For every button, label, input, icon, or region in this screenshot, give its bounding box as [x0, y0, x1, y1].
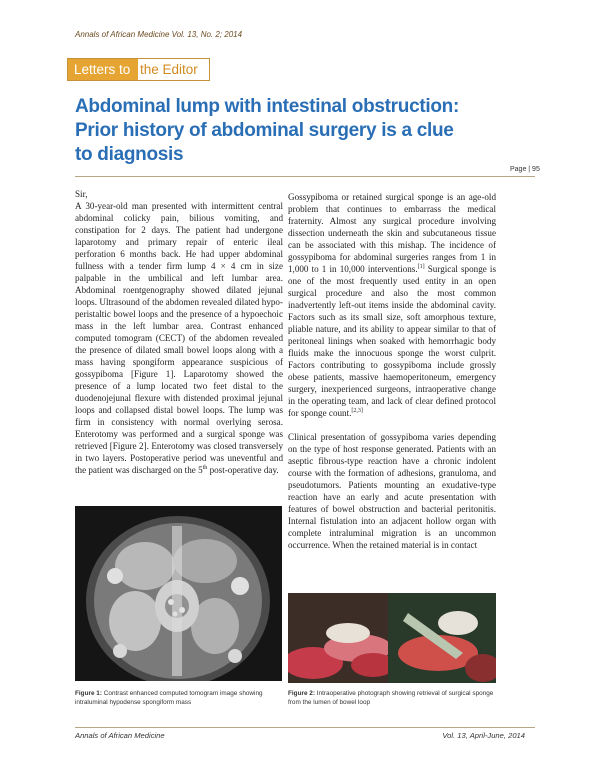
right-column [288, 191, 496, 551]
case-paragraph [75, 200, 283, 476]
figure-1-text: Contrast enhanced computed tomogram image showing intraluminal hypodense spongiform mass [75, 690, 263, 706]
reference-2-3: [2,3] [351, 407, 363, 414]
salutation: Sir, [75, 189, 88, 199]
footer-rule [75, 727, 535, 728]
article-title [75, 95, 459, 167]
section-banner [67, 58, 210, 81]
superscript-th: th [202, 464, 208, 471]
figure-2-caption [288, 690, 498, 707]
figure-2-operative-photo [288, 593, 496, 683]
case-text-tail: post-operative day. [207, 465, 279, 475]
page-number: Page | 95 [510, 166, 540, 173]
running-head: Annals of African Medicine Vol. 13, No. 2; 2014 [75, 30, 243, 39]
figure-1-ct-image [75, 506, 282, 681]
reference-1: [1] [417, 263, 425, 270]
discussion-text-1b: Surgical sponge is one of the most frequently used entity in an open surgical procedure and also the most common inadvertently left-out items inside the abdominal cavity. Factors such as its small size, soft amorphous texture, pliable nature, and its ability to appear similar to that of peritoneal linings when soaked with hemorrhagic body fluids make the innocuous sponge the worst culprit. Factors contributing to gossypiboma include grossly obese patients, massive haemoperitoneum, emergency surgery, inexperienced surgeons, intraoperative change in the operating team, and lack of clear defined protocol for sponge count. [288, 264, 496, 418]
figure-2-label: Figure 2: [288, 690, 315, 697]
title-line-2: Prior history of abdominal surgery is a clue [75, 120, 454, 141]
discussion-text-1a: Gossypiboma or retained surgical sponge is an age-old problem that continues to embarrass the medical fraternity. Almost any surgical procedure involving dissection underneath the skin and subcutaneous tissue can be associated with this mishap. The incidence of gossypiboma for abdominal surgeries ranges from 1 in 1,000 to 1 in 10,000 interventions. [288, 192, 496, 274]
figure-1-label: Figure 1: [75, 690, 102, 697]
figure-1-caption [75, 690, 280, 707]
left-column [75, 188, 283, 476]
banner-part2: the Editor [140, 62, 198, 77]
figure-2-text: Intraoperative photograph showing retrieval of surgical sponge from the lumen of bowel loop [288, 690, 494, 706]
banner-highlight [68, 59, 138, 80]
footer-journal: Annals of African Medicine [75, 731, 165, 740]
title-line-1: Abdominal lump with intestinal obstruction: [75, 96, 459, 117]
banner-part1: Letters to [74, 62, 131, 77]
header-rule [75, 176, 535, 177]
discussion-paragraph-2: Clinical presentation of gossypiboma varies depending on the type of host response generated. Patients with an aseptic fibrous-type reaction have a chronic indolent course with the formation of adhesions, granuloma, and pseudotumors. Patients mounting an exudative-type reaction have an early and acute presentation with features of bowel obstruction and bacterial peritonitis. Internal fistulation into an adjacent hollow organ with complete intraluminal migration is an uncommon occurrence. When the retained material is in contact [288, 432, 496, 550]
discussion-paragraph-1 [288, 191, 496, 419]
footer-volume: Vol. 13, April-June, 2014 [442, 731, 525, 740]
case-text: A 30-year-old man presented with intermittent central abdominal colicky pain, bilious vomiting, and constipation for 2 days. The patient had undergone laparotomy and primary repair of enteric ileal perforation 6 months back. He had upper abdominal fullness with a tender firm lump 4 × 4 cm in size palpable in the umbilical and left lumbar area. Abdominal roentgenography showed dilated jejunal loops. Ultrasound of the abdomen revealed dilated hypo-peristaltic bowel loops and the presence of a hypoechoic mass in the left lumbar area. Contrast enhanced computed tomogram (CECT) of the abdomen revealed the presence of dilated small bowel loops along with a mass having spongiform appearance suspicious of gossypiboma [Figure 1]. Laparotomy showed the presence of a lump located two feet distal to the duodenojejunal flexure with distended proximal jejunal loops and collapsed distal bowel loops. The lump was firm in consistency with normal overlying serosa. Enterotomy was performed and a surgical sponge was retrieved [Figure 2]. Enterotomy was closed transversely in two layers. Postoperative period was uneventful and the patient was discharged on the 5 [75, 201, 283, 475]
title-line-3: to diagnosis [75, 144, 184, 165]
